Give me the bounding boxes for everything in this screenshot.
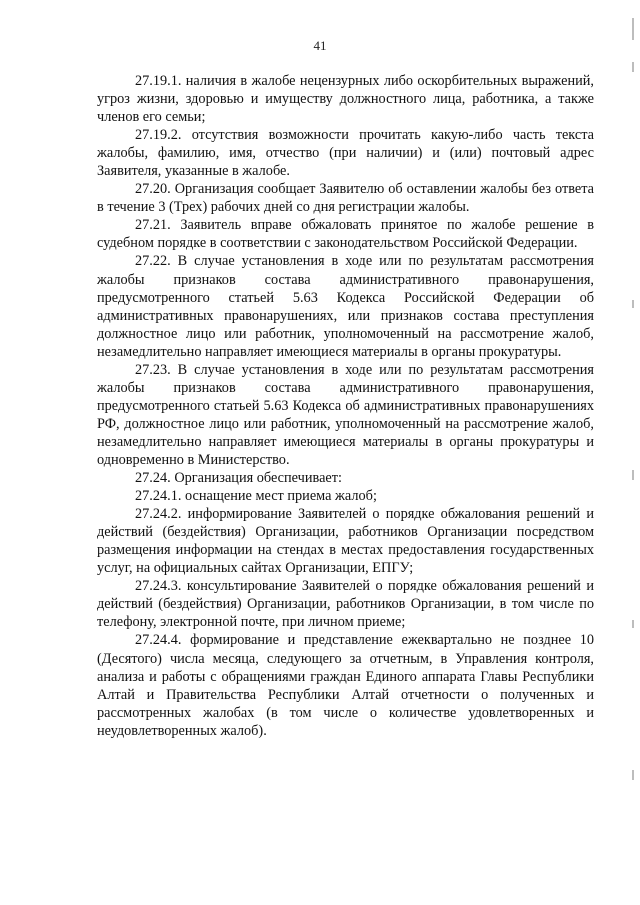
scan-edge-marks (630, 0, 634, 905)
paragraph-27-24-4: 27.24.4. формирование и представление ежеквартально не позднее 10 (Десятого) числа месяца, следующего за отчетным, в Управления контроля, анализа и работы с обращениями граждан Единого аппарата Главы Республики Алтай и Правительства Республики Алтай отчетности о полученных и рассмотренных жалобах (в том числе о количестве удовлетворенных и неудовлетворенных жалоб). (97, 632, 594, 739)
paragraph-27-23: 27.23. В случае установления в ходе или по результатам рассмотрения жалобы признаков состава административного правонарушения, предусмотренного статьей 5.63 Кодекса об административных правонарушениях РФ, должностное лицо или работник, уполномоченный на рассмотрение жалоб, незамедлительно направляет имеющиеся материалы в органы прокуратуры и одновременно в Министерство. (97, 361, 594, 468)
paragraph-27-20: 27.20. Организация сообщает Заявителю об оставлении жалобы без ответа в течение 3 (Трех) рабочих дней со дня регистрации жалобы. (97, 181, 594, 216)
document-body (97, 72, 594, 740)
scan-mark (632, 620, 634, 628)
paragraph-27-24-1: 27.24.1. оснащение мест приема жалоб; (135, 488, 377, 505)
scan-mark (632, 770, 634, 780)
paragraph-27-24: 27.24. Организация обеспечивает: (135, 470, 342, 487)
scan-mark (632, 300, 634, 308)
paragraph-27-19-2: 27.19.2. отсутствия возможности прочитать какую-либо часть текста жалобы, фамилию, имя, отчество (при наличии) и (или) почтовый адрес Заявителя, указанные в жалобе. (97, 127, 594, 180)
paragraph-27-21: 27.21. Заявитель вправе обжаловать принятое по жалобе решение в судебном порядке в соответствии с законодательством Российской Федерации. (97, 217, 594, 252)
paragraph-27-19-1: 27.19.1. наличия в жалобе нецензурных либо оскорбительных выражений, угроз жизни, здоровью и имуществу должностного лица, работника, а также членов его семьи; (97, 73, 594, 126)
scan-mark (632, 62, 634, 72)
page-number: 41 (313, 38, 327, 53)
paragraph-27-24-3: 27.24.3. консультирование Заявителей о порядке обжалования решений и действий (бездействия) Организации, работников Организации, в том числе по телефону, электронной почте, при личном приеме; (97, 578, 594, 631)
scan-mark (632, 470, 634, 480)
paragraph-27-24-2: 27.24.2. информирование Заявителей о порядке обжалования решений и действий (бездействия) Организации, работников Организации посредством размещения информации на стендах в местах предоставления государственных услуг, на официальных сайтах Организации, ЕПГУ; (97, 506, 594, 577)
paragraph-27-22: 27.22. В случае установления в ходе или по результатам рассмотрения жалобы признаков состава административного правонарушения, предусмотренного статьей 5.63 Кодекса Российской Федерации об административных правонарушениях, или признаков состава преступления должностное лицо или работник, уполномоченный на рассмотрение жалоб, незамедлительно направляет имеющиеся материалы в органы прокуратуры. (97, 253, 594, 360)
scan-mark (632, 18, 634, 40)
